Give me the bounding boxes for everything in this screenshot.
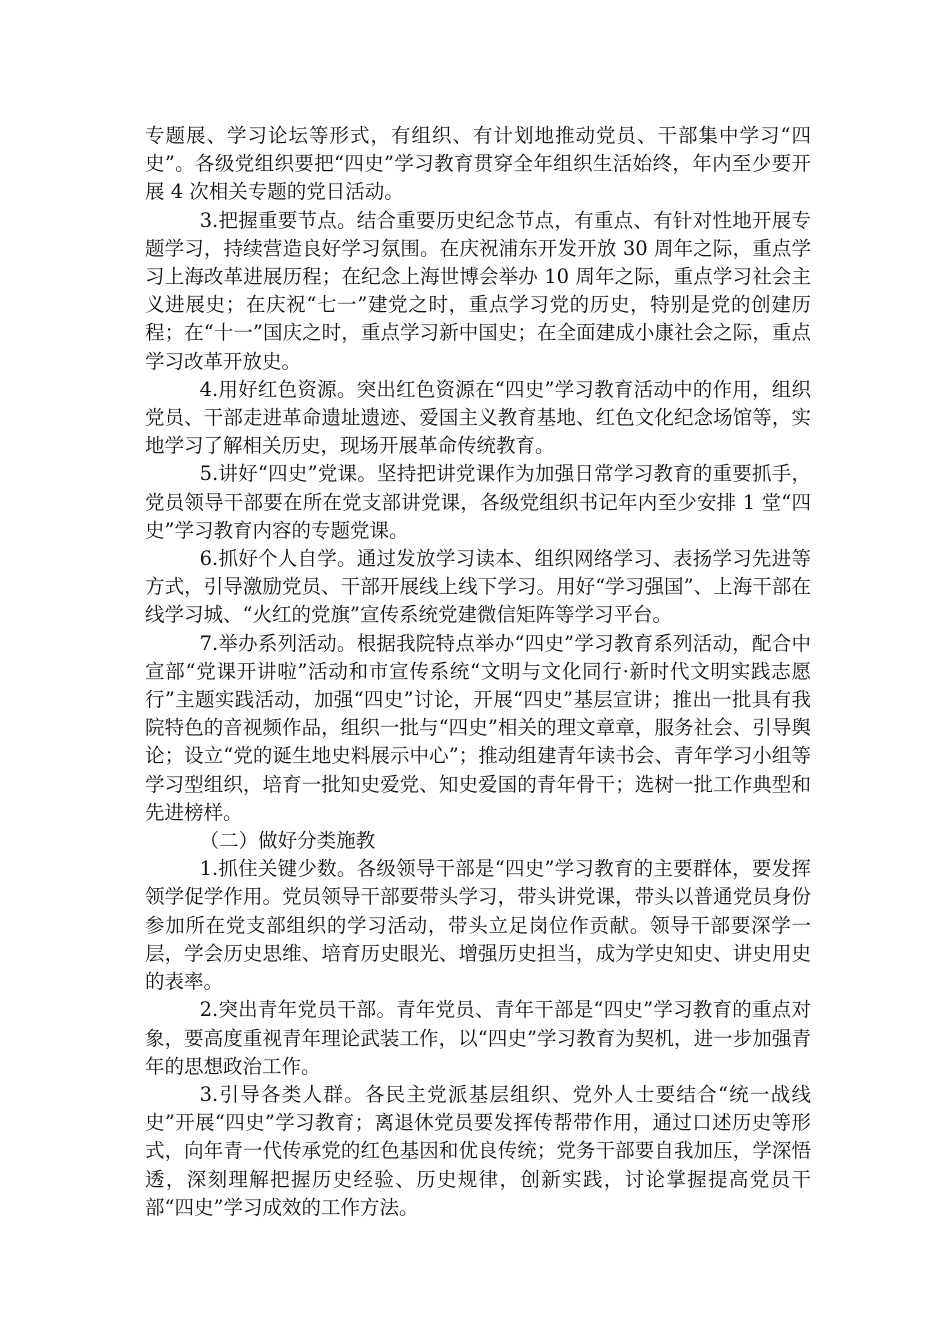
- section-heading-classified-teaching: （二）做好分类施教: [199, 829, 376, 853]
- paragraph-key-dates: 3.把握重要节点。结合重要历史纪念节点，有重点、有针对性地开展专题学习，持续营造良好学习氛围。在庆祝浦东开发开放 30 周年之际，重点学习上海改革进展历程；在纪念上海世博会举办 10 周年之际，重点学习社会主义进展史；在庆祝“七一”建党之时，重点学习党的历史，特别是党的创建历程；在“十一”国庆之时，重点学习新中国史；在全面建成小康社会之际，重点学习改革开放史。: [145, 208, 811, 373]
- paragraph-self-study: 6.抓好个人自学。通过发放学习读本、组织网络学习、表扬学习先进等方式，引导激励党员、干部开展线上线下学习。用好“学习强国”、上海干部在线学习城、“火红的党旗”宣传系统党建微信矩阵等学习平台。: [145, 547, 811, 627]
- paragraph-party-lectures: 5.讲好“四史”党课。坚持把讲党课作为加强日常学习教育的重要抓手，党员领导干部要在所在党支部讲党课，各级党组织书记年内至少安排 1 堂“四史”学习教育内容的专题党课。: [145, 462, 811, 542]
- paragraph-red-resources: 4.用好红色资源。突出红色资源在“四史”学习教育活动中的作用，组织党员、干部走进革命遗址遗迹、爱国主义教育基地、红色文化纪念场馆等，实地学习了解相关历史，现场开展革命传统教育。: [145, 377, 811, 458]
- paragraph-intro-continuation: 专题展、学习论坛等形式，有组织、有计划地推动党员、干部集中学习“四史”。各级党组织要把“四史”学习教育贯穿全年组织生活始终，年内至少要开展 4 次相关专题的党日活动。: [145, 124, 811, 204]
- paragraph-guide-groups: 3.引导各类人群。各民主党派基层组织、党外人士要结合“统一战线史”开展“四史”学习教育；离退休党员要发挥传帮带作用，通过口述历史等形式，向年青一代传承党的红色基因和优良传统；党务干部要自我加压，学深悟透，深刻理解把握历史经验、历史规律，创新实践，讨论掌握提高党员干部“四史”学习成效的工作方法。: [145, 1082, 811, 1219]
- paragraph-key-minority: 1.抓住关键少数。各级领导干部是“四史”学习教育的主要群体，要发挥领学促学作用。党员领导干部要带头学习，带头讲党课，带头以普通党员身份参加所在党支部组织的学习活动，带头立足岗位作贡献。领导干部要深学一层，学会历史思维、培育历史眼光、增强历史担当，成为学史知史、讲史用史的表率。: [145, 857, 811, 994]
- document-body: [145, 122, 811, 1222]
- paragraph-youth-cadres: 2.突出青年党员干部。青年党员、青年干部是“四史”学习教育的重点对象，要高度重视青年理论武装工作，以“四史”学习教育为契机，进一步加强青年的思想政治工作。: [145, 998, 811, 1078]
- paragraph-series-activities: 7.举办系列活动。根据我院特点举办“四史”学习教育系列活动，配合中宣部“党课开讲啦”活动和市宣传系统“文明与文化同行·新时代文明实践志愿行”主题实践活动，加强“四史”讨论，开展“四史”基层宣讲；推出一批具有我院特色的音视频作品，组织一批与“四史”相关的理文章章，服务社会、引导舆论；设立“党的诞生地史料展示中心”；推动组建青年读书会、青年学习小组等学习型组织，培育一批知史爱党、知史爱国的青年骨干；选树一批工作典型和先进榜样。: [145, 631, 811, 824]
